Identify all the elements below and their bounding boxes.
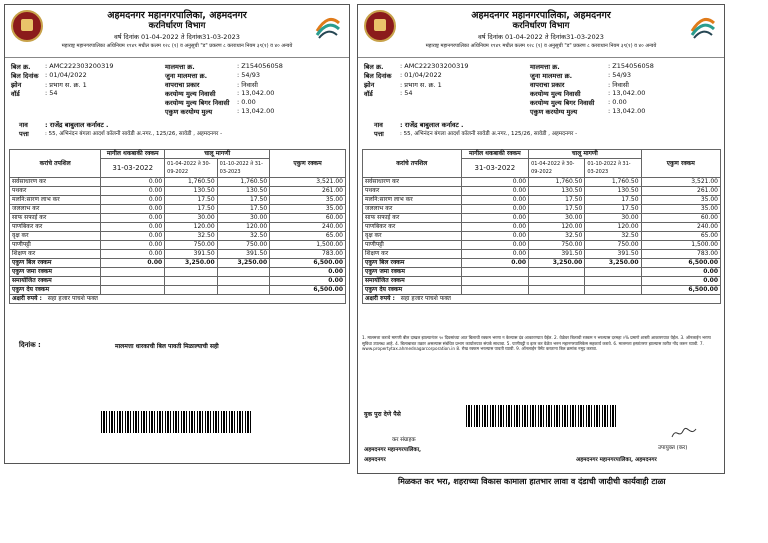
current-1-value: 120.00 xyxy=(529,223,585,232)
current-2-value: 750.00 xyxy=(217,241,269,250)
current-2-value: 130.50 xyxy=(217,187,269,196)
rv-nonres-label: करयोग्य मुल्य बिगर निवासी xyxy=(165,99,230,107)
use-label: वापराचा प्रकार xyxy=(530,81,565,89)
adjust-amount: 0.00 xyxy=(641,277,720,286)
total-value: 35.00 xyxy=(270,205,346,214)
total-value: 35.00 xyxy=(270,196,346,205)
table-row xyxy=(363,241,721,250)
sign-right-1: उपायुक्त (कर) xyxy=(658,445,688,451)
receipt-note: मालमत्ता धारकाची बिल पावती मिळाल्याची सही xyxy=(115,343,219,350)
bill-header xyxy=(5,5,349,58)
current-1-value: 30.00 xyxy=(165,214,217,223)
stamp-text: युक पुरा देणे पैसे xyxy=(364,411,401,418)
arrears-value: 0.00 xyxy=(461,241,528,250)
current-1-value: 130.50 xyxy=(529,187,585,196)
col-arrears-header: मागील थकबाकी रक्कम xyxy=(101,150,165,159)
arrears-value: 0.00 xyxy=(461,250,528,259)
prop-no-label: मालमत्ता क्र. xyxy=(530,63,560,71)
tax-name: साफ सफाई कर xyxy=(363,214,462,223)
table-row xyxy=(363,205,721,214)
current-2-value: 750.00 xyxy=(585,241,641,250)
total-value: 3,521.00 xyxy=(641,178,720,187)
old-prop-label: जुना मालमत्ता क्र. xyxy=(165,72,208,80)
use: : निवासी xyxy=(237,81,258,89)
bill-no-label: बिल क्र. xyxy=(364,63,384,71)
tax-name: पथकर xyxy=(363,187,462,196)
arrears-date: 31-03-2022 xyxy=(461,159,528,178)
tax-table-right xyxy=(362,149,721,304)
due-label: एकुण देय रक्कम xyxy=(10,286,101,295)
rv-total: : 13,042.00 xyxy=(608,107,646,115)
table-row xyxy=(10,241,346,250)
tax-name: पाणबिकर कर xyxy=(10,223,101,232)
table-row xyxy=(10,232,346,241)
table-row xyxy=(363,232,721,241)
rv-nonres-label: करयोग्य मुल्य बिगर निवासी xyxy=(530,99,595,107)
arrears-value: 0.00 xyxy=(101,250,165,259)
arrears-value: 0.00 xyxy=(101,205,165,214)
tax-name: शिक्षण कर xyxy=(10,250,101,259)
col-current-header: चालू मागणी xyxy=(529,150,641,159)
paid-label: एकुण जमा रक्कम xyxy=(363,268,462,277)
terms-notes: 1. मालमत्ता कराचे मागणी बील दाखल झाल्यानंतर ९० दिवसांच्या आत बिलाची रक्कम भरणा न केल्यास दंड आकारण्यात येईल. 2. वेळेवर बिलाची रक्कम न भरल्यास दरमहा २% प्रमाणे शास्ती आकारण्यात येईल. 3. ऑनलाईन भरणा सुविधा उपलब्ध आहे. 4. बिलाबाबत तक्रार असल्यास संबंधित प्रभाग कार्यालयात संपर्क साधावा. 5. पाणीपट्टी व इतर कर वेळेत भरुन महानगरपालिकेस सहकार्य करावे. 6. मालमत्ता हस्तांतरण झाल्यास त्वरीत नोंद करुन घ्यावी. 7. www.propertytax.ahmednagarcorporation.in 8. रोख रक्कम भरल्यास पावती घ्यावी. 9. ऑनलाईन पेमेंट करताना बिल क्रमांक नमूद करावा. xyxy=(362,335,711,352)
adjust-amount: 0.00 xyxy=(270,277,346,286)
total-c1: 3,250.00 xyxy=(165,259,217,268)
current-1-value: 30.00 xyxy=(529,214,585,223)
current-1-value: 32.50 xyxy=(165,232,217,241)
current-2-value: 120.00 xyxy=(585,223,641,232)
paid-label: एकुण जमा रक्कम xyxy=(10,268,101,277)
amount-words: सहा हजार पाचशे फक्त xyxy=(400,295,451,302)
current-2-value: 17.50 xyxy=(585,205,641,214)
total-value: 783.00 xyxy=(270,250,346,259)
col-total-header: एकुण रक्कम xyxy=(270,150,346,178)
total-value: 60.00 xyxy=(641,214,720,223)
current-1-value: 32.50 xyxy=(529,232,585,241)
rv-res: : 13,042.00 xyxy=(237,89,275,97)
current-1-value: 120.00 xyxy=(165,223,217,232)
table-row xyxy=(363,214,721,223)
date-label: दिनांक : xyxy=(19,341,41,349)
tax-name: सर्वसाधारण कर xyxy=(363,178,462,187)
bill-no: : AMC222303200319 xyxy=(45,62,114,70)
col-tax-header: करांचे तपशिल xyxy=(10,150,101,178)
total-c2: 3,250.00 xyxy=(585,259,641,268)
arrears-value: 0.00 xyxy=(101,187,165,196)
tax-name: साफ सफाई कर xyxy=(10,214,101,223)
total-amount: 6,500.00 xyxy=(270,259,346,268)
current-1-value: 17.50 xyxy=(165,205,217,214)
year-range: वर्ष दिनांक 01-04-2022 ते दिनांक31-03-2023 xyxy=(478,33,604,41)
bill-info xyxy=(5,58,349,148)
rv-total-label: एकुण करयोग्य मुल्य xyxy=(530,108,578,116)
col-tax-header: करांचे तपशिल xyxy=(363,150,462,178)
period-1: 01-04-2022 ते 30-09-2022 xyxy=(165,159,217,178)
total-c2: 3,250.00 xyxy=(217,259,269,268)
period-2: 01-10-2022 ते 31-03-2023 xyxy=(585,159,641,178)
current-2-value: 120.00 xyxy=(217,223,269,232)
current-1-value: 130.50 xyxy=(165,187,217,196)
sign-left-1: कर संग्राहक xyxy=(392,437,416,443)
total-value: 65.00 xyxy=(270,232,346,241)
total-value: 1,500.00 xyxy=(270,241,346,250)
arrears-value: 0.00 xyxy=(461,178,528,187)
barcode xyxy=(466,405,616,427)
bill-no: : AMC222303200319 xyxy=(400,62,469,70)
ward: : 54 xyxy=(45,89,58,97)
total-label: एकुण बिल रक्कम xyxy=(363,259,462,268)
current-2-value: 1,760.50 xyxy=(585,178,641,187)
due-amount: 6,500.00 xyxy=(641,286,720,295)
table-row xyxy=(10,196,346,205)
arrears-value: 0.00 xyxy=(101,223,165,232)
total-label: एकुण बिल रक्कम xyxy=(10,259,101,268)
address: : 55, अभिनंदन बंगला आदर्श कॉलनी सावेडी अ.नगर., 125/26, सावेडी , अहमदनगर - xyxy=(400,131,578,137)
bill-header-right xyxy=(358,5,724,58)
current-2-value: 32.50 xyxy=(217,232,269,241)
slogan: मिळकत कर भरा, शहराच्या विकास कामाला हातभार लावा व दंडाची जादीची कार्यवाही टाळा xyxy=(398,477,666,486)
signature-icon xyxy=(670,425,698,441)
tax-name: जललाभ कर xyxy=(10,205,101,214)
barcode xyxy=(101,411,251,433)
year-range: वर्ष दिनांक 01-04-2022 ते दिनांक31-03-2023 xyxy=(114,33,240,41)
table-row xyxy=(363,196,721,205)
use-label: वापराचा प्रकार xyxy=(165,81,200,89)
words-label: अक्षरी रुपये : xyxy=(365,295,395,302)
total-value: 35.00 xyxy=(641,196,720,205)
addr-label: पत्ता xyxy=(19,130,29,138)
due-amount: 6,500.00 xyxy=(270,286,346,295)
words-label: अक्षरी रुपये : xyxy=(12,295,42,302)
owner-name: : राजेंद्र बाबुलाल कर्नावट . xyxy=(400,121,464,129)
tax-name: वृक्ष कर xyxy=(363,232,462,241)
paid-amount: 0.00 xyxy=(270,268,346,277)
current-2-value: 17.50 xyxy=(217,205,269,214)
zone-label: झोन xyxy=(11,81,22,89)
tax-name: मलनि:सारण लाभ कर xyxy=(363,196,462,205)
tax-name: मलनि:सारण लाभ कर xyxy=(10,196,101,205)
sign-left-3: अहमदनगर xyxy=(364,457,386,463)
old-prop-label: जुना मालमत्ता क्र. xyxy=(530,72,573,80)
period-1: 01-04-2022 ते 30-09-2022 xyxy=(529,159,585,178)
tax-name: पाणीपट्टी xyxy=(10,241,101,250)
prop-no-label: मालमत्ता क्र. xyxy=(165,63,195,71)
prop-no: : Z154056058 xyxy=(237,62,283,70)
bill-date: : 01/04/2022 xyxy=(400,71,442,79)
bill-left xyxy=(4,4,350,464)
bill-date-label: बिल दिनांक xyxy=(11,72,39,80)
tax-table xyxy=(9,149,346,304)
org-title: अहमदनगर महानगरपालिका, अहमदनगर xyxy=(107,10,247,21)
adjust-label: समायोजित रक्कम xyxy=(363,277,462,286)
address: : 55, अभिनंदन बंगला आदर्श कॉलनी सावेडी अ.नगर., 125/26, सावेडी , अहमदनगर - xyxy=(45,131,223,137)
period-2: 01-10-2022 ते 31-03-2023 xyxy=(217,159,269,178)
tax-name: सर्वसाधारण कर xyxy=(10,178,101,187)
name-label: नाव xyxy=(19,121,28,129)
total-value: 1,500.00 xyxy=(641,241,720,250)
arrears-value: 0.00 xyxy=(461,214,528,223)
table-row xyxy=(363,223,721,232)
rv-nonres: : 0.00 xyxy=(608,98,627,106)
rv-nonres: : 0.00 xyxy=(237,98,256,106)
rv-res-label: करयोग्य मुल्य निवासी xyxy=(165,90,216,98)
sign-right-2: अहमदनगर महानगरपालिका, अहमदनगर xyxy=(576,457,657,463)
current-1-value: 750.00 xyxy=(529,241,585,250)
act-reference: महाराष्ट्र महानगरपालिका अधिनियम १९४९ मधील कलम १२८ (१) व अनुसूची "ड" प्रकरण ८ करराधान नियम ३९(१) व ४० अन्वये xyxy=(425,43,657,49)
tax-name: शिक्षण कर xyxy=(363,250,462,259)
zone-label: झोन xyxy=(364,81,375,89)
arrears-value: 0.00 xyxy=(101,232,165,241)
tax-name: जललाभ कर xyxy=(363,205,462,214)
bill-date: : 01/04/2022 xyxy=(45,71,87,79)
current-2-value: 32.50 xyxy=(585,232,641,241)
total-value: 261.00 xyxy=(641,187,720,196)
total-c1: 3,250.00 xyxy=(529,259,585,268)
ward-label: वॉर्ड xyxy=(11,90,20,98)
paid-amount: 0.00 xyxy=(641,268,720,277)
table-row xyxy=(10,250,346,259)
tax-name: वृक्ष कर xyxy=(10,232,101,241)
current-1-value: 1,760.50 xyxy=(165,178,217,187)
dept-title: करनिर्धारण विभाग xyxy=(512,21,570,31)
adjust-label: समायोजित रक्कम xyxy=(10,277,101,286)
bill-no-label: बिल क्र. xyxy=(11,63,31,71)
current-2-value: 1,760.50 xyxy=(217,178,269,187)
org-title: अहमदनगर महानगरपालिका, अहमदनगर xyxy=(471,10,611,21)
rv-res: : 13,042.00 xyxy=(608,89,646,97)
current-2-value: 30.00 xyxy=(585,214,641,223)
rv-total-label: एकुण करयोग्य मुल्य xyxy=(165,108,213,116)
total-arrears: 0.00 xyxy=(461,259,528,268)
current-1-value: 17.50 xyxy=(165,196,217,205)
ward: : 54 xyxy=(400,89,413,97)
arrears-value: 0.00 xyxy=(461,205,528,214)
current-1-value: 17.50 xyxy=(529,205,585,214)
current-2-value: 391.50 xyxy=(585,250,641,259)
table-row xyxy=(10,214,346,223)
total-arrears: 0.00 xyxy=(101,259,165,268)
tax-name: पथकर xyxy=(10,187,101,196)
tax-name: पाणीपट्टी xyxy=(363,241,462,250)
bill-date-label: बिल दिनांक xyxy=(364,72,392,80)
total-value: 783.00 xyxy=(641,250,720,259)
current-1-value: 391.50 xyxy=(165,250,217,259)
arrears-value: 0.00 xyxy=(461,187,528,196)
total-amount: 6,500.00 xyxy=(641,259,720,268)
table-row xyxy=(10,205,346,214)
act-reference: महाराष्ट्र महानगरपालिका अधिनियम १९४९ मधील कलम १२८ (१) व अनुसूची "ड" प्रकरण ८ करराधान नियम ३९(१) व ४० अन्वये xyxy=(61,43,293,49)
arrears-value: 0.00 xyxy=(461,196,528,205)
arrears-value: 0.00 xyxy=(101,241,165,250)
arrears-value: 0.00 xyxy=(101,214,165,223)
arrears-value: 0.00 xyxy=(461,232,528,241)
col-arrears-header: मागील थकबाकी रक्कम xyxy=(461,150,528,159)
total-value: 240.00 xyxy=(641,223,720,232)
current-1-value: 17.50 xyxy=(529,196,585,205)
table-row xyxy=(363,178,721,187)
current-1-value: 1,760.50 xyxy=(529,178,585,187)
bill-info-right xyxy=(358,58,724,148)
zone: : प्रभाग स. क्र. 1 xyxy=(400,81,442,89)
zone: : प्रभाग स. क्र. 1 xyxy=(45,81,87,89)
ward-label: वॉर्ड xyxy=(364,90,373,98)
col-current-header: चालू मागणी xyxy=(165,150,270,159)
table-row xyxy=(10,187,346,196)
amount-words: सहा हजार पाचशे फक्त xyxy=(47,295,98,302)
total-value: 60.00 xyxy=(270,214,346,223)
sign-left-2: अहमदनगर महानगरपालिका, xyxy=(364,447,422,453)
arrears-date: 31-03-2022 xyxy=(101,159,165,178)
total-value: 65.00 xyxy=(641,232,720,241)
table-row xyxy=(363,187,721,196)
arrears-value: 0.00 xyxy=(101,196,165,205)
arrears-value: 0.00 xyxy=(461,223,528,232)
old-prop: : 54/93 xyxy=(237,71,260,79)
col-total-header: एकुण रक्कम xyxy=(641,150,720,178)
table-row xyxy=(10,223,346,232)
name-label: नाव xyxy=(374,121,383,129)
use: : निवासी xyxy=(608,81,629,89)
current-2-value: 30.00 xyxy=(217,214,269,223)
current-2-value: 391.50 xyxy=(217,250,269,259)
current-2-value: 17.50 xyxy=(585,196,641,205)
current-1-value: 750.00 xyxy=(165,241,217,250)
old-prop: : 54/93 xyxy=(608,71,631,79)
addr-label: पत्ता xyxy=(374,130,384,138)
dept-title: करनिर्धारण विभाग xyxy=(148,21,206,31)
total-value: 35.00 xyxy=(641,205,720,214)
rv-res-label: करयोग्य मुल्य निवासी xyxy=(530,90,581,98)
arrears-value: 0.00 xyxy=(101,178,165,187)
total-value: 261.00 xyxy=(270,187,346,196)
bill-right xyxy=(357,4,725,474)
prop-no: : Z154056058 xyxy=(608,62,654,70)
current-2-value: 130.50 xyxy=(585,187,641,196)
current-2-value: 17.50 xyxy=(217,196,269,205)
owner-name: : राजेंद्र बाबुलाल कर्नावट . xyxy=(45,121,109,129)
current-1-value: 391.50 xyxy=(529,250,585,259)
total-value: 240.00 xyxy=(270,223,346,232)
table-row xyxy=(10,178,346,187)
tax-name: पाणबिकर कर xyxy=(363,223,462,232)
due-label: एकुण देय रक्कम xyxy=(363,286,462,295)
rv-total: : 13,042.00 xyxy=(237,107,275,115)
table-row xyxy=(363,250,721,259)
total-value: 3,521.00 xyxy=(270,178,346,187)
